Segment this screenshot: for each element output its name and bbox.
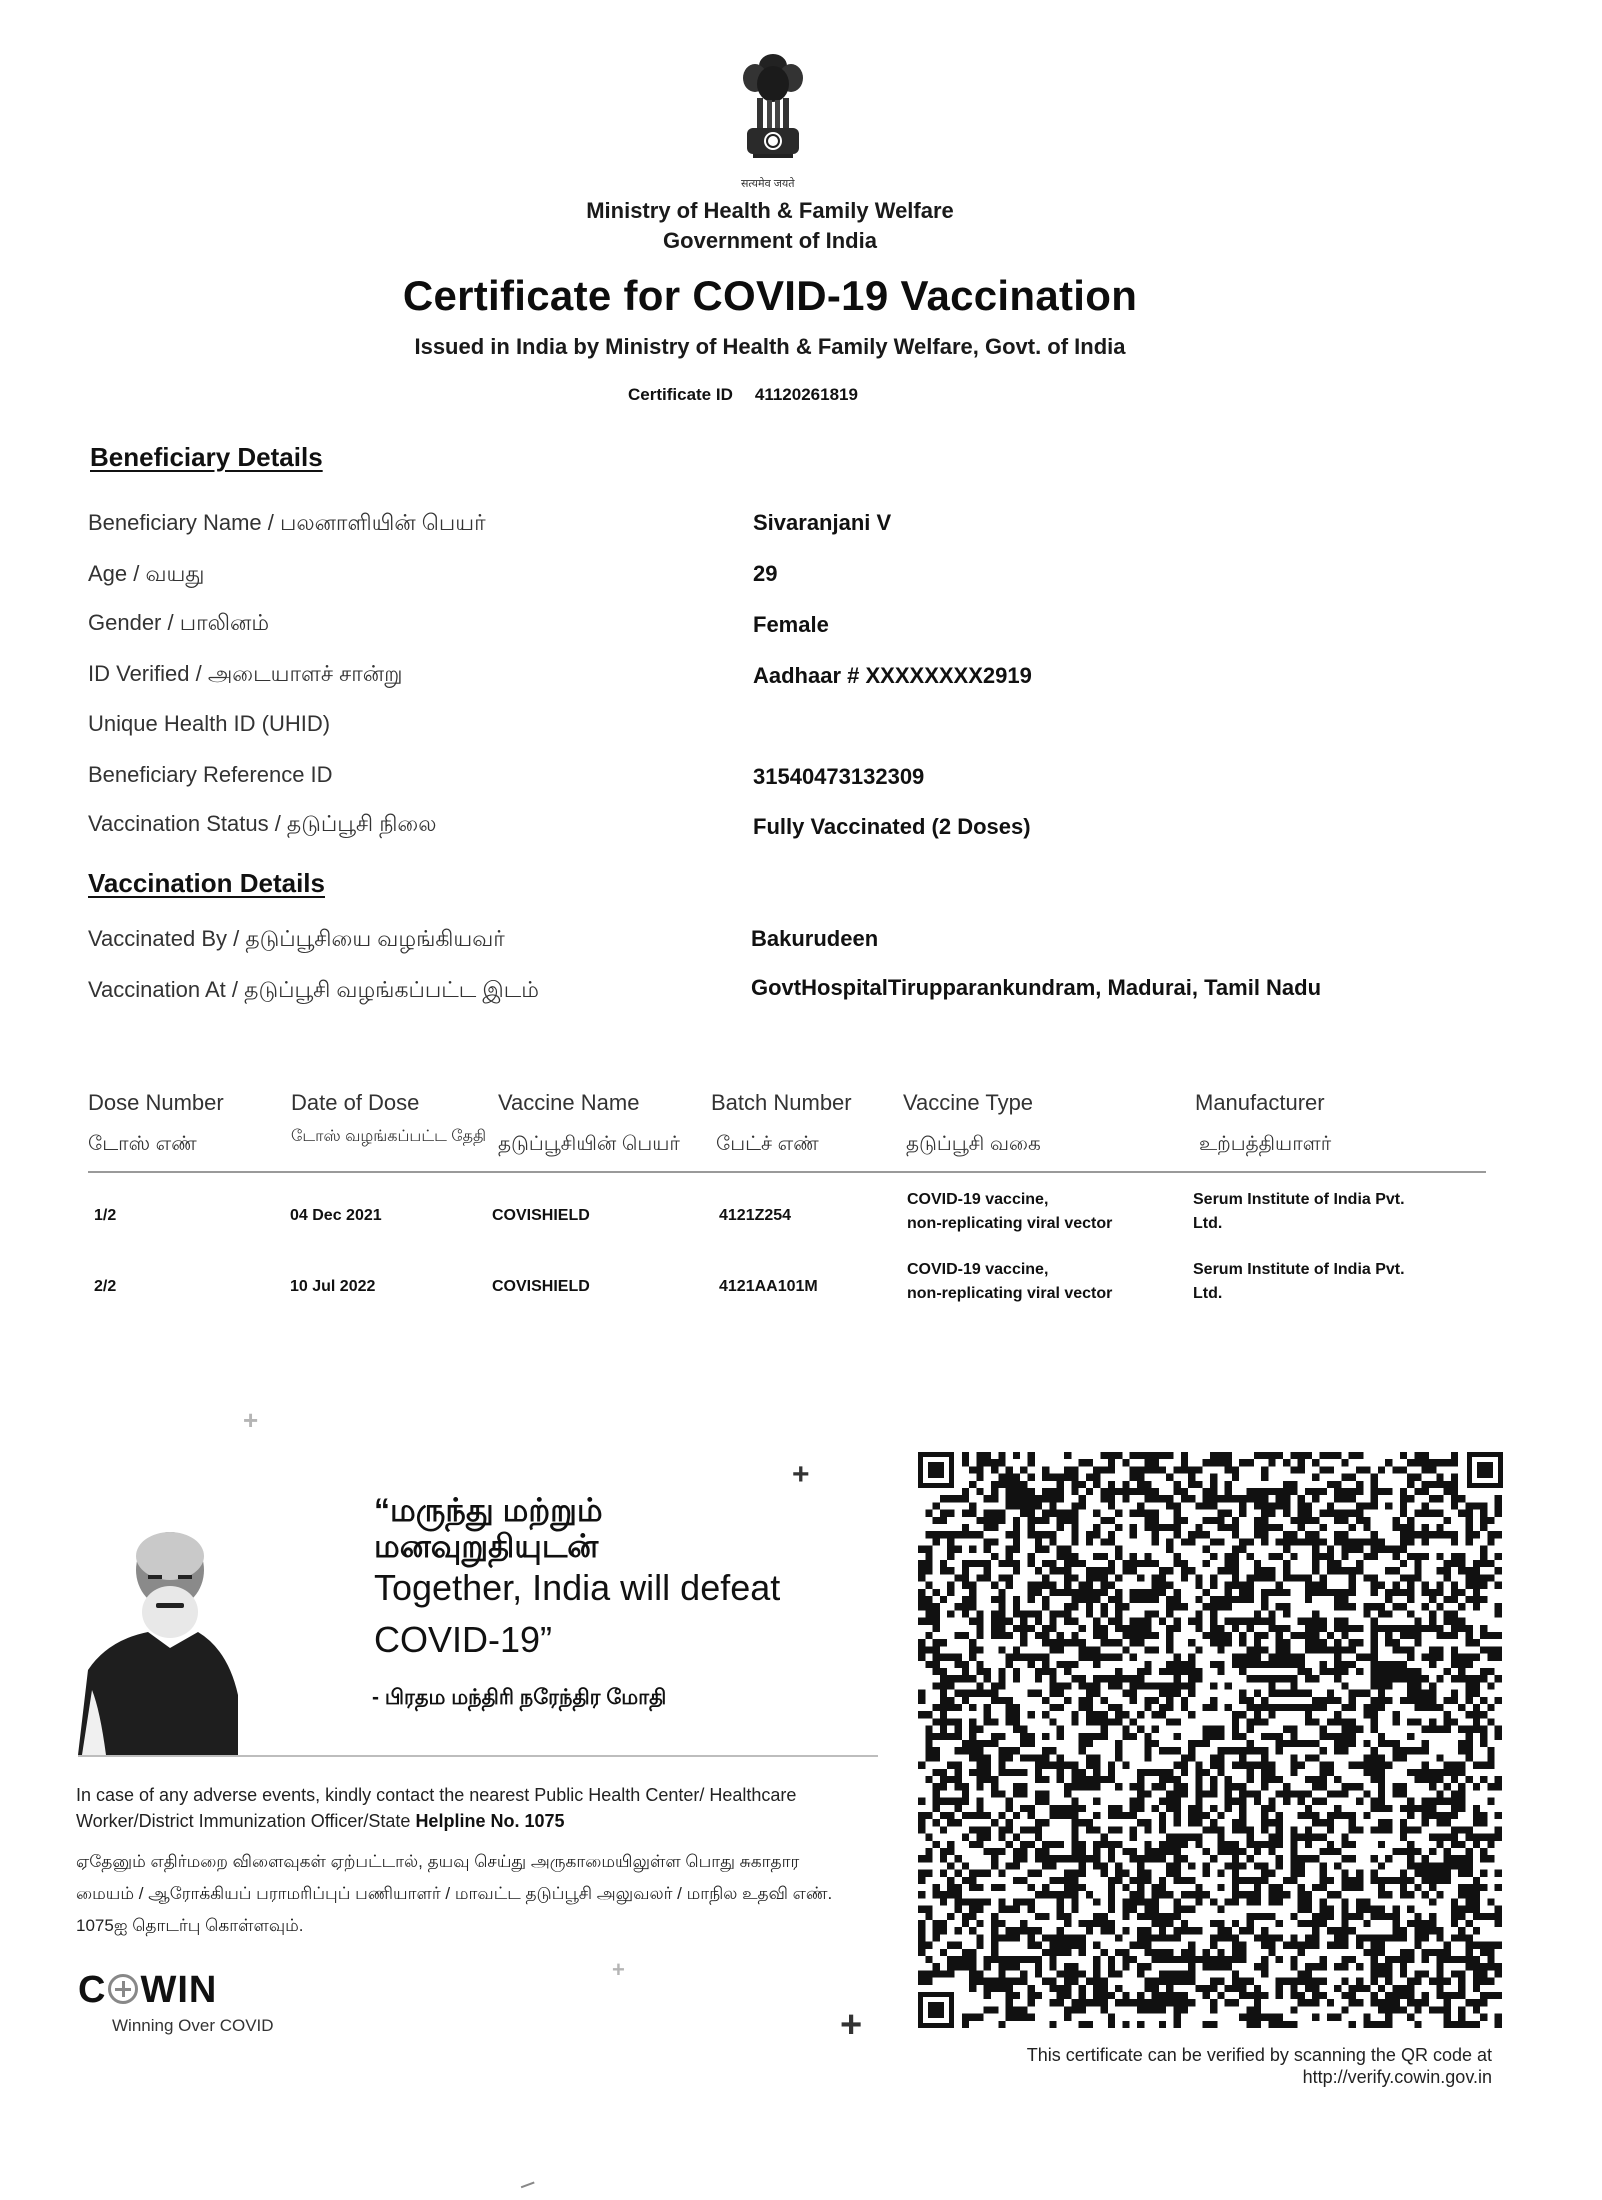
adverse-events-notice-tamil: ஏதேனும் எதிர்மறை விளைவுகள் ஏற்பட்டால், தயவு செய்து அருகாமையிலுள்ள பொது சுகாதார மையம் / ஆரோக்கியப் பராமரிப்புப் பணியாளர் / மாவட்ட தடுப்பூசி அலுவலர் / மாநில உதவி எண். 1075ஐ தொடர்பு கொள்ளவும்.	[76, 1852, 833, 1935]
dose-2-manufacturer-line2: Ltd.	[1193, 1285, 1223, 1302]
vaccination-status-value: Fully Vaccinated (2 Doses)	[753, 814, 1031, 839]
scan-artifact-mark	[519, 2178, 534, 2188]
quote-tamil-line1: “மருந்து மற்றும்	[374, 1492, 603, 1528]
issued-by: Issued in India by Ministry of Health & Family Welfare, Govt. of India	[414, 334, 1126, 359]
table-header-divider	[88, 1171, 1486, 1173]
col-header-batch-number-ta: பேட்ச் எண்	[716, 1133, 819, 1155]
crosshair-mark-icon: +	[840, 2004, 863, 2046]
col-header-vaccine-name: Vaccine Name	[498, 1090, 640, 1115]
dose-1-vaccine-type-line1: COVID-19 vaccine,	[907, 1191, 1049, 1208]
crosshair-mark-icon: +	[792, 1458, 810, 1491]
dose-2-vaccine-type-line1: COVID-19 vaccine,	[907, 1261, 1049, 1278]
beneficiary-details-heading: Beneficiary Details	[90, 442, 323, 472]
vaccination-status-label: Vaccination Status / தடுப்பூசி நிலை	[88, 811, 437, 836]
beneficiary-reference-id-value: 31540473132309	[753, 764, 925, 789]
vaccination-at-value: GovtHospitalTirupparankundram, Madurai, Tamil Nadu	[751, 975, 1322, 1000]
quote-tamil	[374, 1492, 603, 1564]
vaccinated-by-value: Bakurudeen	[751, 926, 879, 951]
quote-english: Together, India will defeat COVID-19”	[374, 1567, 781, 1660]
dose-1-vaccine-name: COVISHIELD	[492, 1207, 590, 1224]
dose-2-number: 2/2	[94, 1278, 117, 1295]
dose-1-manufacturer-line1: Serum Institute of India Pvt.	[1193, 1191, 1405, 1208]
vaccinated-by-label: Vaccinated By / தடுப்பூசியை வழங்கியவர்	[88, 926, 505, 951]
certificate-title: Certificate for COVID-19 Vaccination	[402, 272, 1138, 319]
vaccination-details-heading: Vaccination Details	[88, 868, 325, 898]
col-header-batch-number: Batch Number	[711, 1090, 852, 1115]
id-verified-label: ID Verified / அடையாளச் சான்று	[88, 661, 403, 686]
verify-notice-text: This certificate can be verified by scanning the QR code at	[1026, 2045, 1492, 2065]
col-header-manufacturer-ta: உற்பத்தியாளர்	[1199, 1133, 1332, 1155]
dose-1-batch-number: 4121Z254	[719, 1207, 792, 1224]
quote-attribution: - பிரதம மந்திரி நரேந்திர மோதி	[372, 1686, 667, 1709]
beneficiary-reference-id-label: Beneficiary Reference ID	[88, 762, 333, 787]
cowin-logo-c: C	[78, 1969, 107, 2011]
cowin-logo	[78, 1970, 217, 2010]
cowin-tagline: Winning Over COVID	[112, 2016, 274, 2035]
emblem-motto: सत्यमेव जयते	[741, 178, 795, 190]
adverse-events-text: In case of any adverse events, kindly contact the nearest Public Health Center/ Healthcare Worker/District Immunization Officer/State	[76, 1785, 797, 1831]
quote-tamil-line2: மனவுறுதியுடன்	[374, 1528, 599, 1564]
certificate-id-label: Certificate ID	[628, 385, 733, 404]
quote-divider	[78, 1755, 878, 1757]
dose-2-vaccine-type-line2: non-replicating viral vector	[907, 1285, 1113, 1302]
col-header-vaccine-name-ta: தடுப்பூசியின் பெயர்	[498, 1133, 680, 1155]
col-header-date-of-dose: Date of Dose	[291, 1090, 420, 1115]
verify-notice	[900, 2044, 1492, 2088]
col-header-vaccine-type: Vaccine Type	[903, 1090, 1034, 1115]
age-value: 29	[753, 561, 778, 586]
col-header-vaccine-type-ta: தடுப்பூசி வகை	[906, 1133, 1041, 1155]
prime-minister-portrait	[78, 1520, 238, 1755]
national-emblem-icon	[733, 48, 813, 188]
gender-label: Gender / பாலினம்	[88, 610, 270, 635]
dose-2-date: 10 Jul 2022	[290, 1278, 376, 1295]
ministry-name: Ministry of Health & Family Welfare	[586, 198, 954, 223]
certificate-id-value: 41120261819	[754, 385, 858, 404]
dose-2-vaccine-name: COVISHIELD	[492, 1278, 590, 1295]
beneficiary-name-value: Sivaranjani V	[753, 510, 892, 535]
verify-url[interactable]: http://verify.cowin.gov.in	[1302, 2067, 1492, 2087]
uhid-label: Unique Health ID (UHID)	[88, 711, 331, 736]
id-verified-value: Aadhaar # XXXXXXXX2919	[753, 663, 1032, 688]
crosshair-mark-icon: +	[612, 1957, 625, 1982]
crosshair-mark-icon: +	[243, 1405, 259, 1435]
vaccination-at-label: Vaccination At / தடுப்பூசி வழங்கப்பட்ட இடம்	[88, 977, 539, 1002]
adverse-events-notice	[76, 1782, 856, 1834]
dose-1-number: 1/2	[94, 1207, 117, 1224]
gender-value: Female	[753, 612, 829, 637]
helpline-number: Helpline No. 1075	[415, 1811, 565, 1831]
col-header-dose-number-ta: டோஸ் எண்	[88, 1133, 197, 1155]
col-header-manufacturer: Manufacturer	[1195, 1090, 1325, 1115]
dose-1-date: 04 Dec 2021	[290, 1207, 382, 1224]
government-name: Government of India	[663, 228, 877, 253]
dose-1-vaccine-type-line2: non-replicating viral vector	[907, 1215, 1113, 1232]
dose-1-manufacturer-line2: Ltd.	[1193, 1215, 1223, 1232]
col-header-date-of-dose-ta: டோஸ் வழங்கப்பட்ட தேதி	[291, 1128, 487, 1145]
beneficiary-name-label: Beneficiary Name / பலனாளியின் பெயர்	[88, 510, 486, 535]
col-header-dose-number: Dose Number	[88, 1090, 224, 1115]
cowin-logo-emblem-icon	[108, 1974, 138, 2004]
age-label: Age / வயது	[88, 561, 205, 586]
certificate-id	[628, 385, 858, 405]
verification-qr-code	[918, 1452, 1503, 2028]
dose-2-manufacturer-line1: Serum Institute of India Pvt.	[1193, 1261, 1405, 1278]
dose-2-batch-number: 4121AA101M	[719, 1278, 818, 1295]
cowin-logo-win: WIN	[140, 1969, 218, 2011]
